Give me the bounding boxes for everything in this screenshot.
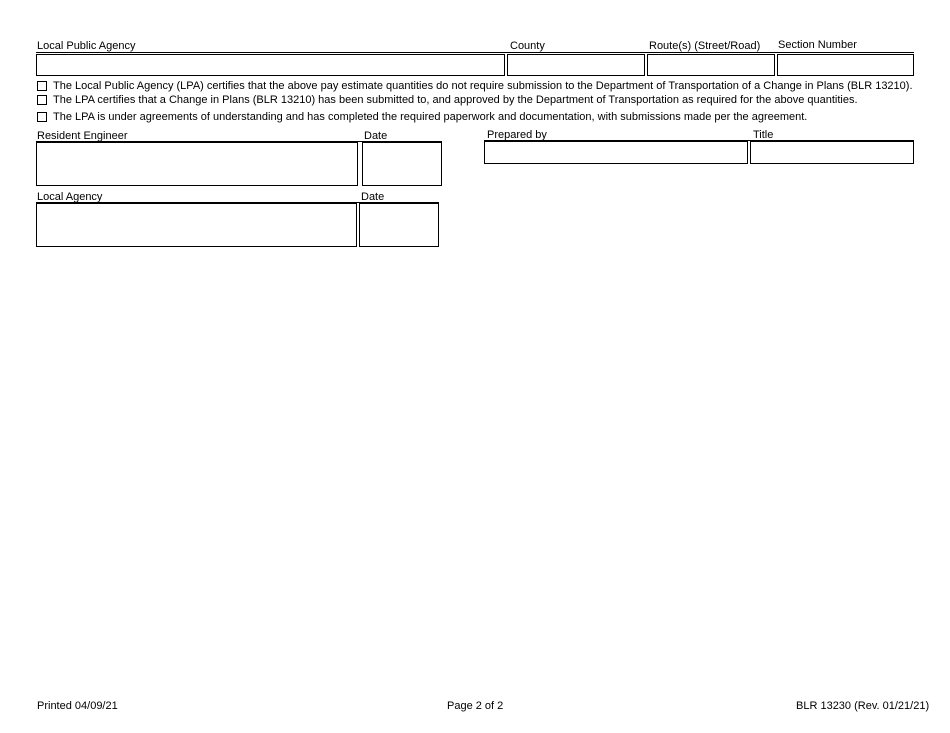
prepared-by-label: Prepared by <box>487 129 547 141</box>
page-number: Page 2 of 2 <box>447 700 504 712</box>
header-rule <box>36 52 914 53</box>
title-label: Title <box>753 129 774 141</box>
certify-agreements-checkbox[interactable] <box>37 112 47 122</box>
certify-change-submitted-label: The LPA certifies that a Change in Plans (BLR 13210) has been submitted to, and approved by the Department of Transportation as required for the above quantities. <box>53 94 858 106</box>
certify-agreements-label: The LPA is under agreements of understanding and has completed the required paperwork and documentation, with submissions made per the agreement. <box>53 111 808 123</box>
certify-change-submitted-checkbox[interactable] <box>37 95 47 105</box>
section-label: Section Number <box>778 39 857 51</box>
resident-date-label: Date <box>364 130 388 142</box>
resident-engineer-signature-field[interactable] <box>36 142 358 186</box>
county-field[interactable] <box>507 54 645 76</box>
certify-no-change-checkbox[interactable] <box>37 81 47 91</box>
prepared-by-field[interactable] <box>484 141 748 164</box>
route-field[interactable] <box>647 54 775 76</box>
local-agency-signature-field[interactable] <box>36 203 357 247</box>
local-agency-label: Local Agency <box>37 191 103 203</box>
resident-engineer-label: Resident Engineer <box>37 130 128 142</box>
agency-field[interactable] <box>36 54 505 76</box>
route-label: Route(s) (Street/Road) <box>649 40 761 52</box>
local-date-field[interactable] <box>359 203 439 247</box>
section-field[interactable] <box>777 54 914 76</box>
form-id: BLR 13230 (Rev. 01/21/21) <box>796 700 930 712</box>
certification-row <box>37 94 858 106</box>
resident-date-field[interactable] <box>362 142 442 186</box>
certification-row <box>37 80 913 92</box>
printed-date: Printed 04/09/21 <box>37 700 118 712</box>
agency-label: Local Public Agency <box>37 40 136 52</box>
local-date-label: Date <box>361 191 385 203</box>
certify-no-change-label: The Local Public Agency (LPA) certifies that the above pay estimate quantities do not require submission to the Department of Transportation of a Change in Plans (BLR 13210). <box>53 80 913 92</box>
certification-row <box>37 111 807 123</box>
title-field[interactable] <box>750 141 914 164</box>
county-label: County <box>510 40 545 52</box>
